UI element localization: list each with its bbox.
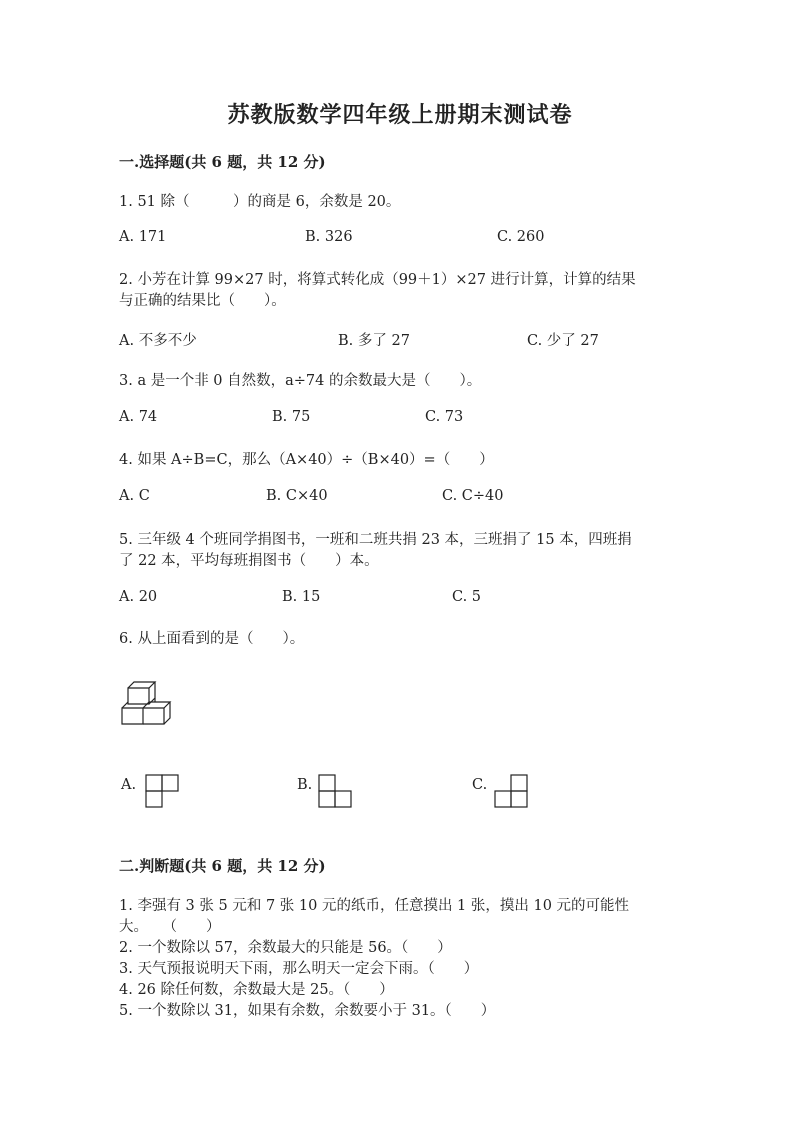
question-3: 3. a 是一个非 0 自然数，a÷74 的余数最大是（ ）。: [119, 373, 482, 389]
q4-option-b: B. C×40: [266, 488, 328, 504]
q5-option-a: A. 20: [119, 589, 158, 605]
tf-question-1-line-1: 1. 李强有 3 张 5 元和 7 张 10 元的纸币，任意摸出 1 张，摸出 10 元的可能性: [119, 898, 630, 914]
q2-option-a: A. 不多不少: [119, 333, 197, 349]
section-heading-choice: 一.选择题(共 6 题，共 12 分): [119, 153, 326, 171]
q3-option-b: B. 75: [272, 409, 311, 425]
q6-option-c-figure: [494, 774, 528, 808]
q4-option-a: A. C: [119, 488, 150, 504]
q3-option-a: A. 74: [119, 409, 158, 425]
q5-option-c: C. 5: [452, 589, 482, 605]
q6-option-a-figure: [145, 774, 179, 808]
tf-question-2: 2. 一个数除以 57，余数最大的只能是 56。（ ）: [119, 940, 452, 956]
tf-question-5: 5. 一个数除以 31，如果有余数，余数要小于 31。（ ）: [119, 1003, 496, 1019]
q3-option-c: C. 73: [425, 409, 464, 425]
q6-option-b-figure: [318, 774, 352, 808]
question-2-line-2: 与正确的结果比（ ）。: [119, 293, 286, 309]
q1-option-c: C. 260: [497, 229, 545, 245]
question-5-line-1: 5. 三年级 4 个班同学捐图书，一班和二班共捐 23 本，三班捐了 15 本，四班捐: [119, 532, 632, 548]
section-heading-judgment: 二.判断题(共 6 题，共 12 分): [119, 857, 326, 875]
question-2-line-1: 2. 小芳在计算 99×27 时，将算式转化成（99＋1）×27 进行计算，计算的结果: [119, 272, 636, 288]
page-title: 苏教版数学四年级上册期末测试卷: [227, 102, 573, 128]
q6-option-b: B.: [297, 777, 313, 793]
q1-option-b: B. 326: [305, 229, 353, 245]
question-6: 6. 从上面看到的是（ ）。: [119, 631, 305, 647]
q6-option-c: C.: [472, 777, 488, 793]
q6-option-a: A.: [121, 777, 137, 793]
question-4: 4. 如果 A÷B=C，那么（A×40）÷（B×40）=（ ）: [119, 452, 494, 468]
q4-option-c: C. C÷40: [442, 488, 504, 504]
q5-option-b: B. 15: [282, 589, 321, 605]
q2-option-c: C. 少了 27: [527, 333, 599, 349]
tf-question-3: 3. 天气预报说明天下雨，那么明天一定会下雨。（ ）: [119, 961, 479, 977]
q1-option-a: A. 171: [119, 229, 167, 245]
tf-question-1-line-2: 大。 （ ）: [119, 919, 221, 935]
q2-option-b: B. 多了 27: [338, 333, 410, 349]
cube-stack-figure: [119, 680, 181, 728]
question-1: 1. 51 除（ ）的商是 6，余数是 20。: [119, 194, 401, 210]
tf-question-4: 4. 26 除任何数，余数最大是 25。（ ）: [119, 982, 394, 998]
question-5-line-2: 了 22 本，平均每班捐图书（ ）本。: [119, 553, 379, 569]
